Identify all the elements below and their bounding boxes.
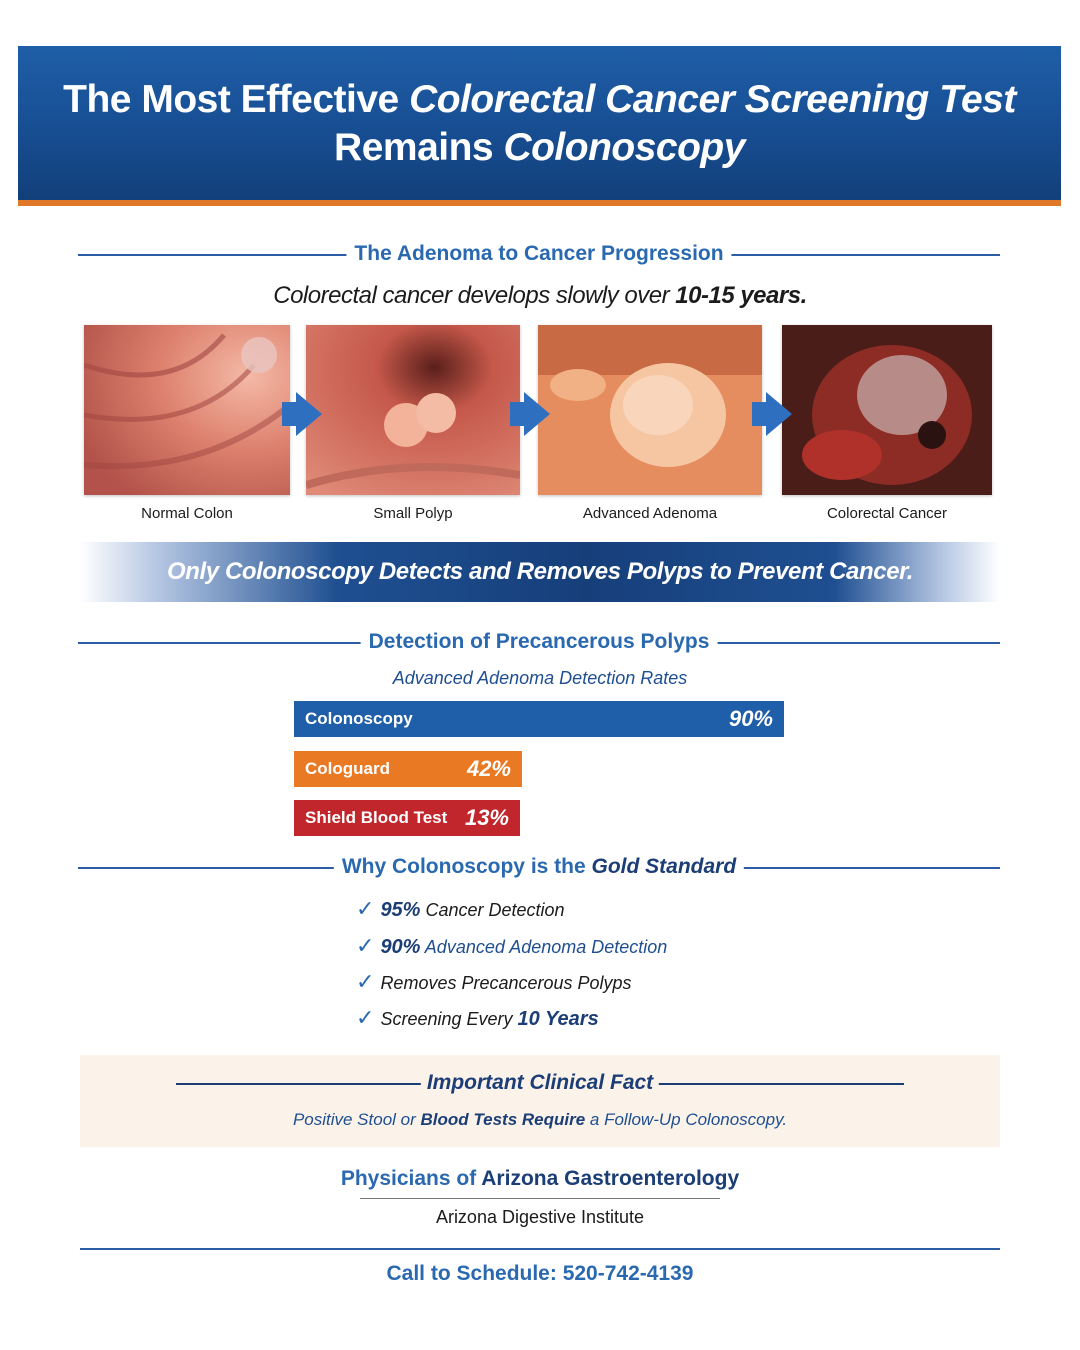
arrow-right-icon xyxy=(524,392,550,436)
title-text-4: Colonoscopy xyxy=(503,126,745,169)
benefit-text: Removes Precancerous Polyps xyxy=(380,973,632,993)
benefit-text: Cancer Detection xyxy=(420,900,565,920)
benefit-text: Advanced Adenoma Detection xyxy=(420,937,668,957)
page-title xyxy=(18,76,1061,172)
benefit-highlight: 10 Years xyxy=(517,1008,599,1030)
fact-text-1: Positive Stool or xyxy=(292,1110,421,1129)
benefit-item xyxy=(356,969,632,995)
bar-label: Cologuard xyxy=(305,759,390,778)
checkmark-icon: ✓ xyxy=(356,969,375,994)
heading-text: Why Colonoscopy is the xyxy=(341,855,592,878)
callout-stripe xyxy=(80,542,1000,602)
header-banner xyxy=(18,46,1061,206)
checkmark-icon: ✓ xyxy=(356,1005,375,1030)
progression-tagline xyxy=(0,282,1080,310)
clinical-fact-heading-text: Important Clinical Fact xyxy=(421,1069,659,1097)
bar-value: 13% xyxy=(464,805,509,830)
bar-cologuard xyxy=(294,751,522,787)
stage-label-normal: Normal Colon xyxy=(141,505,233,522)
bar-shield-blood-test xyxy=(294,800,520,836)
colorectal-cancer-image xyxy=(782,325,992,495)
bar-colonoscopy xyxy=(294,701,784,737)
normal-colon-image xyxy=(84,325,290,495)
org-text-1: Physicians of xyxy=(340,1167,482,1190)
org-text-2: Arizona Gastroenterology xyxy=(481,1167,740,1190)
clinical-fact-text xyxy=(80,1110,1000,1130)
benefit-highlight: 95% xyxy=(380,899,421,921)
bar-value: 42% xyxy=(466,756,511,781)
bar-label: Shield Blood Test xyxy=(305,808,448,827)
fact-text-3: a Follow-Up Colonoscopy. xyxy=(585,1110,788,1129)
benefit-highlight: 90% xyxy=(380,936,421,958)
detection-heading-text: Detection of Precancerous Polyps xyxy=(361,628,718,656)
gold-standard-heading-text xyxy=(334,853,744,881)
benefit-item xyxy=(356,933,667,959)
fact-text-2: Blood Tests Require xyxy=(420,1110,586,1129)
arrow-right-icon xyxy=(766,392,792,436)
bar-value: 90% xyxy=(728,706,773,731)
arrow-right-icon xyxy=(296,392,322,436)
detection-subheading: Advanced Adenoma Detection Rates xyxy=(392,668,688,688)
stage-label-cancer: Colorectal Cancer xyxy=(826,505,948,522)
advanced-adenoma-image xyxy=(538,325,762,495)
call-to-schedule: Call to Schedule: 520-742-4139 xyxy=(386,1262,694,1285)
divider xyxy=(360,1198,720,1199)
callout-text: Only Colonoscopy Detects and Removes Polyps to Prevent Cancer. xyxy=(166,558,914,585)
benefit-item xyxy=(356,896,565,922)
divider xyxy=(80,1248,1000,1250)
benefit-text: Screening Every xyxy=(380,1009,518,1029)
title-text-2: Colorectal Cancer Screening Test xyxy=(409,78,1016,121)
clinical-fact-box xyxy=(80,1055,1000,1147)
progression-heading-text: The Adenoma to Cancer Progression xyxy=(346,240,731,268)
stage-label-advanced-adenoma: Advanced Adenoma xyxy=(582,505,718,522)
organization-name xyxy=(0,1167,1080,1191)
checkmark-icon: ✓ xyxy=(356,896,375,921)
clinical-fact-heading xyxy=(176,1069,904,1099)
tagline-years: 10-15 years. xyxy=(675,282,807,309)
detection-heading xyxy=(78,628,1000,658)
checkmark-icon: ✓ xyxy=(356,933,375,958)
progression-heading xyxy=(78,240,1000,270)
title-text-3: Remains xyxy=(334,126,504,169)
title-text-1: The Most Effective xyxy=(63,78,410,121)
sub-organization: Arizona Digestive Institute xyxy=(435,1207,645,1227)
bar-label: Colonoscopy xyxy=(305,709,413,728)
small-polyp-image xyxy=(306,325,520,495)
heading-emphasis: Gold Standard xyxy=(591,855,737,878)
tagline-text: Colorectal cancer develops slowly over xyxy=(273,282,676,309)
gold-standard-heading xyxy=(78,853,1000,883)
benefit-item xyxy=(356,1005,599,1031)
stage-label-small-polyp: Small Polyp xyxy=(373,505,453,522)
